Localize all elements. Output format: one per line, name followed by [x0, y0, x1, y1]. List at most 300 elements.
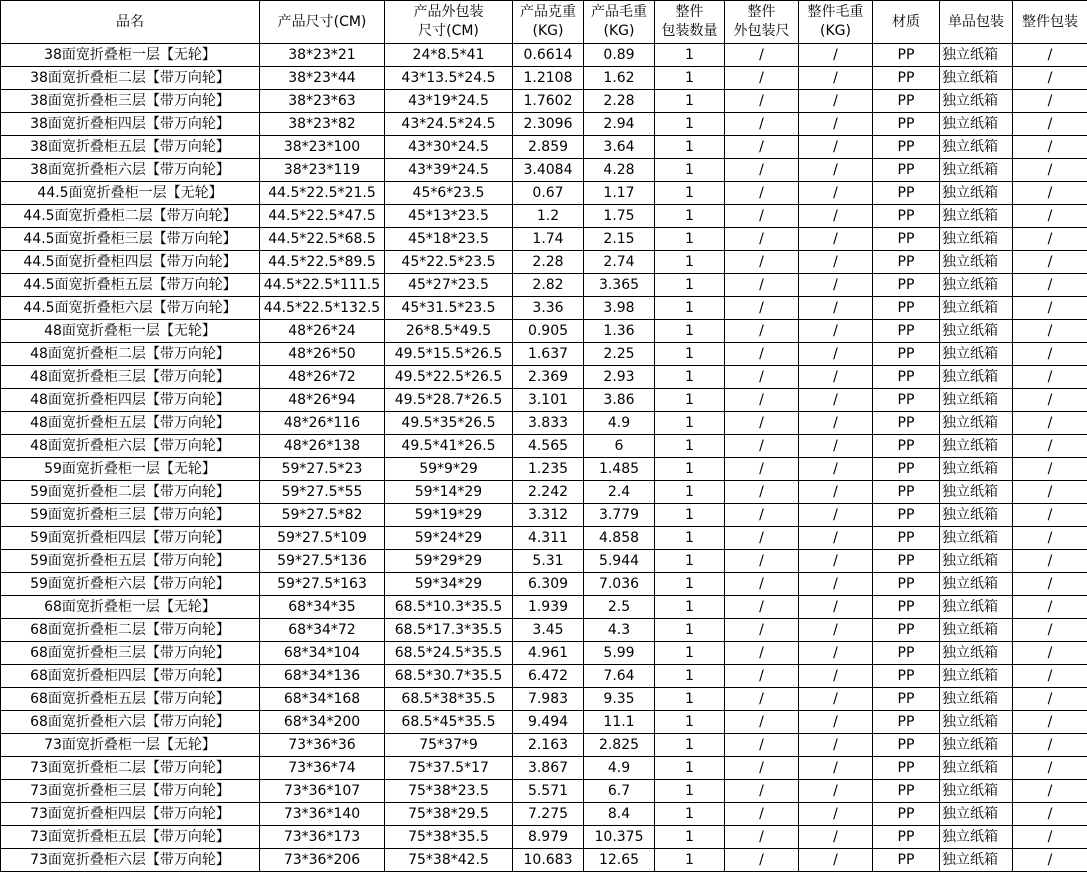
- carton-pack-cell: /: [1013, 366, 1087, 389]
- carton-qty-cell: 1: [655, 642, 725, 665]
- header-name: 品名: [1, 1, 260, 44]
- net-weight-cell: 1.2108: [513, 67, 584, 90]
- single-pack-cell: 独立纸箱: [940, 228, 1013, 251]
- single-pack-cell: 独立纸箱: [940, 573, 1013, 596]
- net-weight-cell: 1.939: [513, 596, 584, 619]
- single-pack-cell: 独立纸箱: [940, 619, 1013, 642]
- gross-weight-cell: 1.62: [584, 67, 655, 90]
- product-size-cell: 48*26*24: [260, 320, 385, 343]
- net-weight-cell: 5.571: [513, 780, 584, 803]
- carton-pack-cell: /: [1013, 803, 1087, 826]
- pack-size-cell: 68.5*45*35.5: [385, 711, 513, 734]
- net-weight-cell: 4.311: [513, 527, 584, 550]
- product-size-cell: 38*23*119: [260, 159, 385, 182]
- product-size-cell: 68*34*136: [260, 665, 385, 688]
- single-pack-cell: 独立纸箱: [940, 274, 1013, 297]
- single-pack-cell: 独立纸箱: [940, 389, 1013, 412]
- pack-size-cell: 43*24.5*24.5: [385, 113, 513, 136]
- header-carton-qty-line1: 整件: [675, 4, 704, 20]
- product-name-cell: 38面宽折叠柜五层【带万向轮】: [1, 136, 260, 159]
- carton-weight-cell: /: [799, 849, 873, 872]
- net-weight-cell: 5.31: [513, 550, 584, 573]
- gross-weight-cell: 1.36: [584, 320, 655, 343]
- table-row: [1, 136, 1087, 159]
- single-pack-cell: 独立纸箱: [940, 803, 1013, 826]
- product-size-cell: 59*27.5*82: [260, 504, 385, 527]
- pack-size-cell: 49.5*41*26.5: [385, 435, 513, 458]
- carton-weight-cell: /: [799, 734, 873, 757]
- carton-weight-cell: /: [799, 803, 873, 826]
- product-name-cell: 59面宽折叠柜四层【带万向轮】: [1, 527, 260, 550]
- carton-pack-cell: /: [1013, 44, 1087, 67]
- material-cell: PP: [873, 596, 940, 619]
- material-cell: PP: [873, 274, 940, 297]
- product-name-cell: 68面宽折叠柜三层【带万向轮】: [1, 642, 260, 665]
- product-name-cell: 44.5面宽折叠柜一层【无轮】: [1, 182, 260, 205]
- header-product-size: 产品尺寸(CM): [260, 1, 385, 44]
- header-carton-qty-line2: 包装数量: [661, 23, 718, 39]
- carton-pack-cell: /: [1013, 711, 1087, 734]
- carton-weight-cell: /: [799, 90, 873, 113]
- product-size-cell: 59*27.5*55: [260, 481, 385, 504]
- material-cell: PP: [873, 389, 940, 412]
- product-name-cell: 68面宽折叠柜五层【带万向轮】: [1, 688, 260, 711]
- product-size-cell: 48*26*50: [260, 343, 385, 366]
- net-weight-cell: 6.309: [513, 573, 584, 596]
- carton-size-cell: /: [725, 90, 799, 113]
- header-pack-size: [385, 1, 513, 44]
- product-size-cell: 68*34*72: [260, 619, 385, 642]
- carton-pack-cell: /: [1013, 826, 1087, 849]
- carton-size-cell: /: [725, 228, 799, 251]
- pack-size-cell: 49.5*15.5*26.5: [385, 343, 513, 366]
- carton-pack-cell: /: [1013, 412, 1087, 435]
- table-row: [1, 343, 1087, 366]
- gross-weight-cell: 2.74: [584, 251, 655, 274]
- carton-weight-cell: /: [799, 159, 873, 182]
- carton-weight-cell: /: [799, 757, 873, 780]
- carton-pack-cell: /: [1013, 435, 1087, 458]
- table-row: [1, 435, 1087, 458]
- header-net-weight-line1: 产品克重: [520, 4, 576, 20]
- carton-weight-cell: /: [799, 182, 873, 205]
- gross-weight-cell: 3.98: [584, 297, 655, 320]
- gross-weight-cell: 9.35: [584, 688, 655, 711]
- carton-weight-cell: /: [799, 596, 873, 619]
- carton-pack-cell: /: [1013, 297, 1087, 320]
- carton-pack-cell: /: [1013, 504, 1087, 527]
- pack-size-cell: 43*19*24.5: [385, 90, 513, 113]
- single-pack-cell: 独立纸箱: [940, 366, 1013, 389]
- carton-weight-cell: /: [799, 826, 873, 849]
- net-weight-cell: 3.45: [513, 619, 584, 642]
- material-cell: PP: [873, 849, 940, 872]
- material-cell: PP: [873, 734, 940, 757]
- product-size-cell: 48*26*116: [260, 412, 385, 435]
- product-name-cell: 68面宽折叠柜一层【无轮】: [1, 596, 260, 619]
- product-name-cell: 44.5面宽折叠柜二层【带万向轮】: [1, 205, 260, 228]
- net-weight-cell: 1.2: [513, 205, 584, 228]
- single-pack-cell: 独立纸箱: [940, 550, 1013, 573]
- product-size-cell: 73*36*36: [260, 734, 385, 757]
- net-weight-cell: 3.4084: [513, 159, 584, 182]
- pack-size-cell: 75*37*9: [385, 734, 513, 757]
- table-row: [1, 757, 1087, 780]
- carton-qty-cell: 1: [655, 297, 725, 320]
- carton-qty-cell: 1: [655, 182, 725, 205]
- net-weight-cell: 2.859: [513, 136, 584, 159]
- carton-weight-cell: /: [799, 136, 873, 159]
- carton-pack-cell: /: [1013, 136, 1087, 159]
- gross-weight-cell: 1.485: [584, 458, 655, 481]
- material-cell: PP: [873, 458, 940, 481]
- carton-size-cell: /: [725, 711, 799, 734]
- product-name-cell: 73面宽折叠柜六层【带万向轮】: [1, 849, 260, 872]
- carton-size-cell: /: [725, 44, 799, 67]
- table-row: [1, 688, 1087, 711]
- table-row: [1, 297, 1087, 320]
- product-name-cell: 44.5面宽折叠柜四层【带万向轮】: [1, 251, 260, 274]
- product-name-cell: 48面宽折叠柜五层【带万向轮】: [1, 412, 260, 435]
- gross-weight-cell: 0.89: [584, 44, 655, 67]
- single-pack-cell: 独立纸箱: [940, 780, 1013, 803]
- table-row: [1, 803, 1087, 826]
- carton-qty-cell: 1: [655, 504, 725, 527]
- pack-size-cell: 45*22.5*23.5: [385, 251, 513, 274]
- single-pack-cell: 独立纸箱: [940, 343, 1013, 366]
- carton-pack-cell: /: [1013, 527, 1087, 550]
- gross-weight-cell: 3.365: [584, 274, 655, 297]
- carton-weight-cell: /: [799, 412, 873, 435]
- pack-size-cell: 68.5*30.7*35.5: [385, 665, 513, 688]
- single-pack-cell: 独立纸箱: [940, 113, 1013, 136]
- material-cell: PP: [873, 136, 940, 159]
- product-name-cell: 38面宽折叠柜三层【带万向轮】: [1, 90, 260, 113]
- net-weight-cell: 9.494: [513, 711, 584, 734]
- header-material: 材质: [873, 1, 940, 44]
- table-row: [1, 159, 1087, 182]
- table-row: [1, 44, 1087, 67]
- product-size-cell: 59*27.5*163: [260, 573, 385, 596]
- pack-size-cell: 45*6*23.5: [385, 182, 513, 205]
- net-weight-cell: 3.833: [513, 412, 584, 435]
- carton-qty-cell: 1: [655, 481, 725, 504]
- carton-weight-cell: /: [799, 550, 873, 573]
- carton-qty-cell: 1: [655, 113, 725, 136]
- net-weight-cell: 2.3096: [513, 113, 584, 136]
- carton-size-cell: /: [725, 274, 799, 297]
- carton-pack-cell: /: [1013, 780, 1087, 803]
- net-weight-cell: 1.7602: [513, 90, 584, 113]
- gross-weight-cell: 11.1: [584, 711, 655, 734]
- carton-qty-cell: 1: [655, 435, 725, 458]
- carton-pack-cell: /: [1013, 642, 1087, 665]
- net-weight-cell: 2.82: [513, 274, 584, 297]
- product-size-cell: 48*26*72: [260, 366, 385, 389]
- carton-size-cell: /: [725, 527, 799, 550]
- product-size-cell: 48*26*94: [260, 389, 385, 412]
- material-cell: PP: [873, 780, 940, 803]
- carton-size-cell: /: [725, 803, 799, 826]
- header-row: [1, 1, 1087, 44]
- header-pack-size-line2: 尺寸(CM): [418, 23, 479, 39]
- net-weight-cell: 3.36: [513, 297, 584, 320]
- gross-weight-cell: 5.944: [584, 550, 655, 573]
- material-cell: PP: [873, 550, 940, 573]
- carton-qty-cell: 1: [655, 412, 725, 435]
- carton-weight-cell: /: [799, 780, 873, 803]
- carton-size-cell: /: [725, 458, 799, 481]
- carton-qty-cell: 1: [655, 205, 725, 228]
- gross-weight-cell: 10.375: [584, 826, 655, 849]
- pack-size-cell: 45*13*23.5: [385, 205, 513, 228]
- single-pack-cell: 独立纸箱: [940, 251, 1013, 274]
- carton-weight-cell: /: [799, 67, 873, 90]
- header-gross-weight: [584, 1, 655, 44]
- header-carton-weight: [799, 1, 873, 44]
- carton-pack-cell: /: [1013, 274, 1087, 297]
- pack-size-cell: 43*13.5*24.5: [385, 67, 513, 90]
- gross-weight-cell: 4.9: [584, 412, 655, 435]
- carton-pack-cell: /: [1013, 67, 1087, 90]
- carton-pack-cell: /: [1013, 159, 1087, 182]
- carton-qty-cell: 1: [655, 67, 725, 90]
- carton-qty-cell: 1: [655, 803, 725, 826]
- carton-pack-cell: /: [1013, 228, 1087, 251]
- product-size-cell: 44.5*22.5*68.5: [260, 228, 385, 251]
- net-weight-cell: 1.74: [513, 228, 584, 251]
- product-name-cell: 38面宽折叠柜二层【带万向轮】: [1, 67, 260, 90]
- material-cell: PP: [873, 826, 940, 849]
- carton-pack-cell: /: [1013, 205, 1087, 228]
- product-name-cell: 48面宽折叠柜六层【带万向轮】: [1, 435, 260, 458]
- carton-qty-cell: 1: [655, 826, 725, 849]
- carton-weight-cell: /: [799, 711, 873, 734]
- table-row: [1, 826, 1087, 849]
- material-cell: PP: [873, 573, 940, 596]
- pack-size-cell: 68.5*24.5*35.5: [385, 642, 513, 665]
- material-cell: PP: [873, 366, 940, 389]
- table-row: [1, 596, 1087, 619]
- carton-size-cell: /: [725, 113, 799, 136]
- single-pack-cell: 独立纸箱: [940, 734, 1013, 757]
- gross-weight-cell: 7.036: [584, 573, 655, 596]
- carton-pack-cell: /: [1013, 688, 1087, 711]
- material-cell: PP: [873, 182, 940, 205]
- material-cell: PP: [873, 159, 940, 182]
- carton-size-cell: /: [725, 159, 799, 182]
- material-cell: PP: [873, 642, 940, 665]
- single-pack-cell: 独立纸箱: [940, 136, 1013, 159]
- pack-size-cell: 59*29*29: [385, 550, 513, 573]
- gross-weight-cell: 4.28: [584, 159, 655, 182]
- carton-qty-cell: 1: [655, 274, 725, 297]
- carton-qty-cell: 1: [655, 343, 725, 366]
- pack-size-cell: 59*24*29: [385, 527, 513, 550]
- product-name-cell: 68面宽折叠柜二层【带万向轮】: [1, 619, 260, 642]
- material-cell: PP: [873, 803, 940, 826]
- net-weight-cell: 2.369: [513, 366, 584, 389]
- product-name-cell: 38面宽折叠柜四层【带万向轮】: [1, 113, 260, 136]
- table-row: [1, 619, 1087, 642]
- product-name-cell: 59面宽折叠柜二层【带万向轮】: [1, 481, 260, 504]
- pack-size-cell: 45*18*23.5: [385, 228, 513, 251]
- net-weight-cell: 8.979: [513, 826, 584, 849]
- single-pack-cell: 独立纸箱: [940, 458, 1013, 481]
- pack-size-cell: 49.5*35*26.5: [385, 412, 513, 435]
- product-size-cell: 44.5*22.5*132.5: [260, 297, 385, 320]
- product-name-cell: 44.5面宽折叠柜三层【带万向轮】: [1, 228, 260, 251]
- carton-qty-cell: 1: [655, 251, 725, 274]
- gross-weight-cell: 8.4: [584, 803, 655, 826]
- carton-weight-cell: /: [799, 481, 873, 504]
- carton-qty-cell: 1: [655, 320, 725, 343]
- carton-size-cell: /: [725, 343, 799, 366]
- table-row: [1, 182, 1087, 205]
- material-cell: PP: [873, 320, 940, 343]
- product-size-cell: 73*36*173: [260, 826, 385, 849]
- header-carton-qty: [655, 1, 725, 44]
- carton-weight-cell: /: [799, 504, 873, 527]
- table-row: [1, 734, 1087, 757]
- carton-size-cell: /: [725, 550, 799, 573]
- carton-weight-cell: /: [799, 688, 873, 711]
- table-row: [1, 458, 1087, 481]
- carton-qty-cell: 1: [655, 159, 725, 182]
- pack-size-cell: 59*14*29: [385, 481, 513, 504]
- table-row: [1, 320, 1087, 343]
- material-cell: PP: [873, 67, 940, 90]
- table-row: [1, 711, 1087, 734]
- product-size-cell: 68*34*35: [260, 596, 385, 619]
- carton-weight-cell: /: [799, 458, 873, 481]
- product-size-cell: 44.5*22.5*21.5: [260, 182, 385, 205]
- net-weight-cell: 1.235: [513, 458, 584, 481]
- product-name-cell: 59面宽折叠柜三层【带万向轮】: [1, 504, 260, 527]
- carton-weight-cell: /: [799, 44, 873, 67]
- product-size-cell: 73*36*74: [260, 757, 385, 780]
- single-pack-cell: 独立纸箱: [940, 665, 1013, 688]
- carton-pack-cell: /: [1013, 320, 1087, 343]
- pack-size-cell: 75*38*23.5: [385, 780, 513, 803]
- carton-size-cell: /: [725, 734, 799, 757]
- gross-weight-cell: 3.779: [584, 504, 655, 527]
- carton-qty-cell: 1: [655, 780, 725, 803]
- carton-weight-cell: /: [799, 274, 873, 297]
- pack-size-cell: 68.5*17.3*35.5: [385, 619, 513, 642]
- carton-size-cell: /: [725, 481, 799, 504]
- carton-pack-cell: /: [1013, 619, 1087, 642]
- net-weight-cell: 2.163: [513, 734, 584, 757]
- table-row: [1, 228, 1087, 251]
- gross-weight-cell: 1.75: [584, 205, 655, 228]
- carton-pack-cell: /: [1013, 596, 1087, 619]
- carton-qty-cell: 1: [655, 688, 725, 711]
- single-pack-cell: 独立纸箱: [940, 642, 1013, 665]
- gross-weight-cell: 2.4: [584, 481, 655, 504]
- material-cell: PP: [873, 251, 940, 274]
- product-name-cell: 48面宽折叠柜一层【无轮】: [1, 320, 260, 343]
- gross-weight-cell: 2.15: [584, 228, 655, 251]
- gross-weight-cell: 2.28: [584, 90, 655, 113]
- single-pack-cell: 独立纸箱: [940, 159, 1013, 182]
- pack-size-cell: 24*8.5*41: [385, 44, 513, 67]
- pack-size-cell: 26*8.5*49.5: [385, 320, 513, 343]
- single-pack-cell: 独立纸箱: [940, 504, 1013, 527]
- carton-size-cell: /: [725, 642, 799, 665]
- pack-size-cell: 45*27*23.5: [385, 274, 513, 297]
- table-row: [1, 67, 1087, 90]
- net-weight-cell: 0.67: [513, 182, 584, 205]
- material-cell: PP: [873, 665, 940, 688]
- product-name-cell: 73面宽折叠柜一层【无轮】: [1, 734, 260, 757]
- carton-weight-cell: /: [799, 205, 873, 228]
- gross-weight-cell: 2.825: [584, 734, 655, 757]
- product-name-cell: 48面宽折叠柜二层【带万向轮】: [1, 343, 260, 366]
- pack-size-cell: 43*39*24.5: [385, 159, 513, 182]
- product-size-cell: 59*27.5*109: [260, 527, 385, 550]
- pack-size-cell: 75*38*42.5: [385, 849, 513, 872]
- table-row: [1, 274, 1087, 297]
- table-row: [1, 481, 1087, 504]
- carton-qty-cell: 1: [655, 734, 725, 757]
- carton-weight-cell: /: [799, 251, 873, 274]
- header-gross-weight-line2: (KG): [603, 23, 635, 39]
- carton-qty-cell: 1: [655, 527, 725, 550]
- pack-size-cell: 49.5*22.5*26.5: [385, 366, 513, 389]
- pack-size-cell: 59*19*29: [385, 504, 513, 527]
- header-net-weight: [513, 1, 584, 44]
- product-size-cell: 44.5*22.5*111.5: [260, 274, 385, 297]
- carton-qty-cell: 1: [655, 136, 725, 159]
- carton-qty-cell: 1: [655, 90, 725, 113]
- carton-pack-cell: /: [1013, 665, 1087, 688]
- carton-size-cell: /: [725, 619, 799, 642]
- net-weight-cell: 10.683: [513, 849, 584, 872]
- gross-weight-cell: 5.99: [584, 642, 655, 665]
- carton-weight-cell: /: [799, 573, 873, 596]
- carton-size-cell: /: [725, 412, 799, 435]
- product-size-cell: 73*36*140: [260, 803, 385, 826]
- carton-size-cell: /: [725, 182, 799, 205]
- material-cell: PP: [873, 412, 940, 435]
- net-weight-cell: 2.28: [513, 251, 584, 274]
- carton-pack-cell: /: [1013, 757, 1087, 780]
- carton-weight-cell: /: [799, 665, 873, 688]
- table-row: [1, 366, 1087, 389]
- net-weight-cell: 1.637: [513, 343, 584, 366]
- header-pack-size-line1: 产品外包装: [413, 4, 484, 20]
- material-cell: PP: [873, 757, 940, 780]
- gross-weight-cell: 2.5: [584, 596, 655, 619]
- carton-size-cell: /: [725, 849, 799, 872]
- carton-weight-cell: /: [799, 389, 873, 412]
- carton-qty-cell: 1: [655, 757, 725, 780]
- table-row: [1, 665, 1087, 688]
- net-weight-cell: 6.472: [513, 665, 584, 688]
- carton-weight-cell: /: [799, 642, 873, 665]
- net-weight-cell: 3.101: [513, 389, 584, 412]
- table-row: [1, 504, 1087, 527]
- carton-weight-cell: /: [799, 527, 873, 550]
- single-pack-cell: 独立纸箱: [940, 481, 1013, 504]
- material-cell: PP: [873, 711, 940, 734]
- carton-pack-cell: /: [1013, 182, 1087, 205]
- single-pack-cell: 独立纸箱: [940, 826, 1013, 849]
- table-row: [1, 113, 1087, 136]
- gross-weight-cell: 4.9: [584, 757, 655, 780]
- table-row: [1, 389, 1087, 412]
